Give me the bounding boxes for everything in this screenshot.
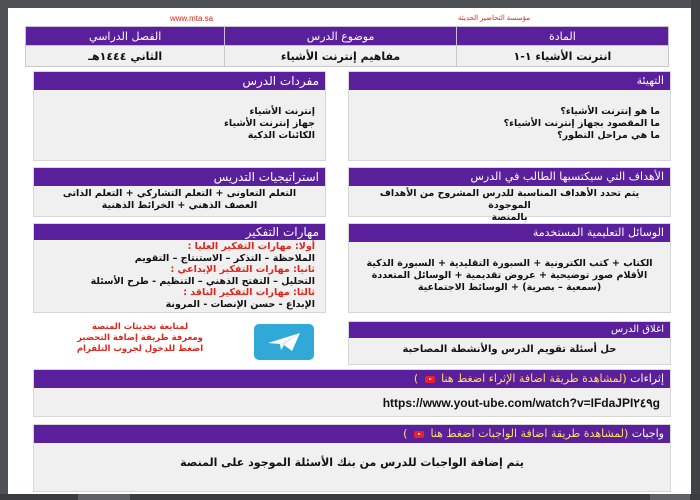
strategies-line: العصف الذهني + الخرائط الذهنية xyxy=(101,200,258,211)
enrichment-video-link[interactable]: (لمشاهدة طريقة اضافة الإثراء اضغط هنا ) xyxy=(413,372,627,385)
subject-header: المادة xyxy=(456,27,668,46)
telegram-promo-line: اضغط للدخول لجروب التلقرام xyxy=(76,344,204,354)
scrollbar-thumb[interactable] xyxy=(650,494,690,500)
teaching-aids-line: (سمعية – بصرية) + الوسائط الاجتماعية xyxy=(417,282,602,293)
youtube-icon xyxy=(425,376,435,383)
teaching-aids-title: الوسائل التعليمية المستخدمة xyxy=(349,224,670,242)
thinking-group-heading: أولا: مهارات التفكير العليا : xyxy=(187,241,315,252)
closing-text: حل أسئلة تقويم الدرس والأنشطة المصاحبة xyxy=(402,344,617,355)
thinking-group-heading: ثانيا: مهارات التفكير الإبداعي : xyxy=(170,264,315,275)
strategies-title: استراتيجيات التدريس xyxy=(34,168,325,186)
telegram-promo-link[interactable] xyxy=(40,322,240,355)
telegram-promo-line: ومعرفة طريقة إضافة التحضير xyxy=(77,333,203,343)
objectives-line: بالمنصة xyxy=(491,212,528,223)
homework-title: واجبات xyxy=(631,427,664,440)
homework-video-link[interactable]: (لمشاهدة طريقة اضافة الواجبات اضغط هنا ) xyxy=(403,427,629,440)
enrichment-card xyxy=(33,369,671,417)
vocabulary-line: الكائنات الذكية xyxy=(247,130,315,141)
vocabulary-card xyxy=(33,71,326,161)
vocabulary-line: جهاز إنترنت الأشياء xyxy=(224,118,315,129)
objectives-line: يتم تحدد الأهداف المناسبة للدرس المشروح من الأهداف الموجودة xyxy=(379,188,640,211)
thinking-group-items: الإبداع - حسن الإنصات - المرونة xyxy=(165,298,315,310)
thinking-skills-card xyxy=(33,223,326,313)
strategies-line: التعلم التعاونى + التعلم التشاركي + التعلم الذاتى xyxy=(62,188,297,199)
warmup-title: التهيئة xyxy=(349,72,670,90)
warmup-line: ما هو إنترنت الأشياء؟ xyxy=(560,106,660,117)
site-url: www.mta.sa xyxy=(170,14,214,23)
youtube-icon xyxy=(414,431,424,438)
thinking-group-items: الملاحظة – التذكر – الاستنتاج – التقويم xyxy=(134,252,315,264)
vocabulary-title: مفردات الدرس xyxy=(34,72,325,90)
scrollbar-thumb[interactable] xyxy=(78,494,130,500)
homework-card xyxy=(33,424,671,492)
vocabulary-line: إنترنت الأشياء xyxy=(249,106,315,117)
org-name: مؤسسة التحاضير الحديثة xyxy=(458,15,530,22)
semester-header: الفصل الدراسي xyxy=(26,27,225,46)
lesson-info-table xyxy=(25,26,669,67)
warmup-line: ما هي مراحل التطور؟ xyxy=(557,130,660,141)
semester-value: الثاني ١٤٤٤هـ xyxy=(26,46,225,67)
telegram-icon[interactable] xyxy=(254,324,314,360)
teaching-aids-line: الكتاب + كتب الكترونية + السبورة التقليدية + السبورة الذكية xyxy=(366,258,653,269)
teaching-aids-card xyxy=(348,223,671,313)
strategies-card xyxy=(33,167,326,217)
objectives-card xyxy=(348,167,671,223)
closing-title: اغلاق الدرس xyxy=(349,322,670,338)
objectives-title: الأهداف التي سيكتسبها الطالب في الدرس xyxy=(349,168,670,186)
warmup-line: ما المقصود بجهاز إنترنت الأشياء؟ xyxy=(503,118,660,129)
enrichment-title: إثراءات xyxy=(630,372,664,385)
homework-text: يتم إضافة الواجبات للدرس من بنك الأسئلة الموجود على المنصة xyxy=(180,456,524,469)
teaching-aids-line: الأقلام صور توضيحية + عروض تقديمية + الوسائل المتعددة xyxy=(371,270,648,281)
topic-value: مفاهيم إنترنت الأشياء xyxy=(225,46,456,67)
topic-header: موضوع الدرس xyxy=(225,27,456,46)
thinking-skills-title: مهارات التفكير xyxy=(34,224,325,240)
thinking-group-items: التحليل – التفتح الذهني – التنظيم - طرح الأسئلة xyxy=(90,275,315,287)
telegram-promo-line: لمتابعة تحديثات المنصة xyxy=(91,322,189,332)
warmup-card xyxy=(348,71,671,161)
subject-value: انترنت الأشياء ١-١ xyxy=(456,46,668,67)
vertical-scrollbar[interactable] xyxy=(691,0,700,500)
enrichment-url[interactable]: https://www.yout-ube.com/watch?v=IFdaJPI٢٤٩g xyxy=(382,396,660,410)
thinking-group-heading: ثالثا: مهارات التفكير الناقد : xyxy=(183,287,315,298)
closing-card xyxy=(348,321,671,365)
